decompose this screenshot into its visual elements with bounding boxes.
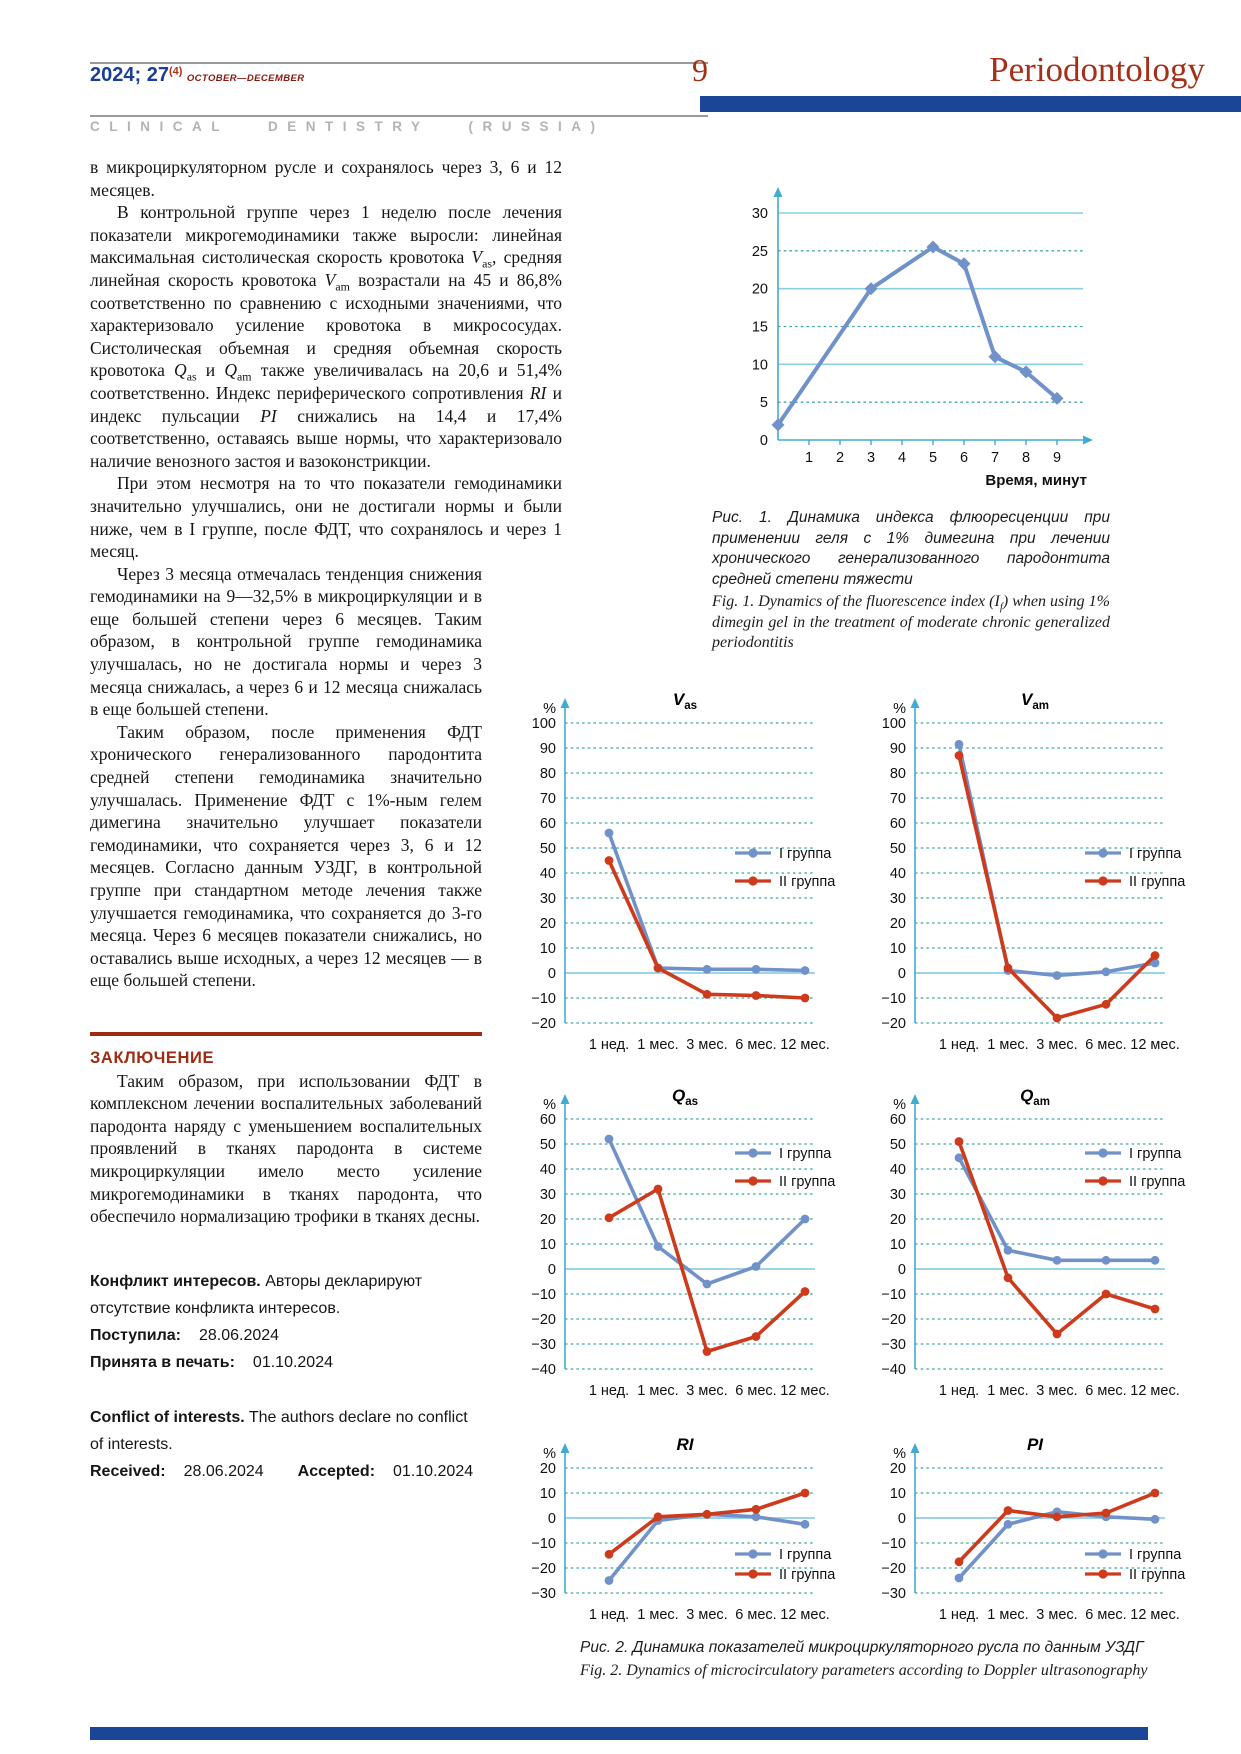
svg-text:60: 60 <box>889 816 906 832</box>
svg-text:1 нед.: 1 нед. <box>938 1037 980 1053</box>
chart-qam <box>845 1081 1205 1416</box>
svg-text:12 мес.: 12 мес. <box>780 1607 830 1623</box>
svg-text:−10: −10 <box>881 991 906 1007</box>
svg-text:−30: −30 <box>881 1337 906 1353</box>
svg-text:12 мес.: 12 мес. <box>780 1383 830 1399</box>
article-text <box>90 156 562 1485</box>
svg-text:30: 30 <box>539 891 556 907</box>
svg-text:Vas: $V_{as}$ <box>672 690 698 712</box>
svg-text:12 мес.: 12 мес. <box>1130 1383 1180 1399</box>
svg-text:0: 0 <box>547 1262 556 1278</box>
svg-text:70: 70 <box>539 791 556 807</box>
figure1-caption-ru: Рис. 1. Динамика индекса флюоресценции при применении геля с 1% димегина при лечении хронического генерализованного пародонтита средней степени тяжести <box>712 509 1110 588</box>
svg-text:1 нед.: 1 нед. <box>588 1607 630 1623</box>
svg-text:Qam: $Q_{am}$ <box>1020 1086 1050 1108</box>
svg-text:−30: −30 <box>531 1586 556 1602</box>
svg-text:−40: −40 <box>531 1362 556 1378</box>
svg-text:0: 0 <box>897 1262 906 1278</box>
svg-text:%: % <box>543 1097 556 1113</box>
figure1-caption <box>712 508 1110 654</box>
svg-text:50: 50 <box>889 1137 906 1153</box>
conflict-text-en: The authors declare no conflict of interests. <box>90 1408 468 1453</box>
conflict-label-en: Conflict of interests. <box>90 1408 245 1426</box>
issue-number: (4) <box>168 65 183 78</box>
svg-text:90: 90 <box>889 741 906 757</box>
paragraph: При этом несмотря на то что показатели гемодинамики значительно улучшались, они не достигали нормы и были ниже, чем в I группе, после ФДТ, что сохранялось и через 1 месяц. <box>90 473 562 562</box>
svg-text:−20: −20 <box>881 1561 906 1577</box>
svg-text:3 мес.: 3 мес. <box>686 1383 728 1399</box>
svg-text:30: 30 <box>751 206 768 222</box>
svg-text:5: 5 <box>928 450 938 466</box>
svg-text:3 мес.: 3 мес. <box>1036 1607 1078 1623</box>
svg-text:20: 20 <box>539 916 556 932</box>
svg-text:15: 15 <box>751 319 768 336</box>
svg-text:1 мес.: 1 мес. <box>637 1037 679 1053</box>
conclusion-rule <box>90 1032 482 1036</box>
chart-vam <box>845 685 1205 1070</box>
svg-text:−10: −10 <box>531 1287 556 1303</box>
svg-text:8: 8 <box>1021 450 1031 466</box>
svg-text:%: % <box>893 1446 906 1462</box>
svg-text:30: 30 <box>889 1187 906 1203</box>
svg-text:3: 3 <box>866 450 876 466</box>
svg-text:40: 40 <box>889 1162 906 1178</box>
svg-text:3 мес.: 3 мес. <box>686 1037 728 1053</box>
conflict-label-ru: Конфликт интересов. <box>90 1272 261 1290</box>
svg-text:5: 5 <box>759 395 768 412</box>
svg-text:1 нед.: 1 нед. <box>938 1607 980 1623</box>
page-number: 9 <box>692 52 708 88</box>
accepted-date-ru <box>90 1349 482 1376</box>
paragraph: Через 3 месяца отмечалась тенденция снижения гемодинамики на 9—32,5% в микроциркуляции и в еще большей степени через 6 месяцев. Таким образом, в контрольной группе гемодинамика улучшалась, но не достигала нормы и через 3 месяца снижалась, а через 6 и 12 месяца снижалась в еще большей степени. <box>90 563 482 720</box>
svg-text:0: 0 <box>547 1511 556 1527</box>
svg-text:10: 10 <box>889 941 906 957</box>
issue-months: OCTOBER—DECEMBER <box>186 73 305 84</box>
svg-text:II группа: II группа <box>1129 874 1186 890</box>
svg-text:6: 6 <box>959 450 969 466</box>
conflict-of-interest-en <box>90 1404 482 1458</box>
svg-text:0: 0 <box>547 966 556 982</box>
svg-text:40: 40 <box>539 1162 556 1178</box>
svg-text:I группа: I группа <box>779 1146 832 1162</box>
svg-text:−10: −10 <box>881 1536 906 1552</box>
svg-text:90: 90 <box>539 741 556 757</box>
svg-text:60: 60 <box>539 1112 556 1128</box>
svg-text:I группа: I группа <box>1129 1547 1182 1563</box>
svg-text:−30: −30 <box>531 1337 556 1353</box>
svg-text:7: 7 <box>990 450 1000 466</box>
svg-text:20: 20 <box>751 281 768 298</box>
conflict-text-ru: Авторы декларируют отсутствие конфликта интересов. <box>90 1272 423 1317</box>
received-value-ru: 28.06.2024 <box>198 1326 280 1344</box>
svg-text:12 мес.: 12 мес. <box>1130 1037 1180 1053</box>
chart-qas <box>495 1081 855 1416</box>
issue-info <box>90 64 304 87</box>
svg-text:6 мес.: 6 мес. <box>1085 1607 1127 1623</box>
svg-text:9: 9 <box>1052 450 1062 466</box>
meta-russian <box>90 1268 482 1376</box>
figure2-caption-ru: Рис. 2. Динамика показателей микроциркуляторного русла по данным УЗДГ <box>580 1639 1144 1656</box>
svg-text:30: 30 <box>539 1187 556 1203</box>
svg-text:80: 80 <box>889 766 906 782</box>
svg-text:−20: −20 <box>881 1016 906 1032</box>
svg-text:−10: −10 <box>881 1287 906 1303</box>
svg-text:20: 20 <box>889 1212 906 1228</box>
svg-text:4: 4 <box>897 450 907 466</box>
svg-text:20: 20 <box>889 1461 906 1477</box>
received-label-ru: Поступила: <box>90 1326 181 1344</box>
svg-text:−20: −20 <box>531 1312 556 1328</box>
svg-text:6 мес.: 6 мес. <box>735 1037 777 1053</box>
svg-text:1 мес.: 1 мес. <box>987 1383 1029 1399</box>
figure1-caption-en: Fig. 1. Dynamics of the fluorescence index $(I_f)$ when using 1% dimegin gel in the treatment of moderate chronic generalized periodontitis <box>712 593 1110 651</box>
issue-volume: 2024; 27 <box>90 64 169 86</box>
svg-text:−10: −10 <box>531 1536 556 1552</box>
conflict-of-interest-ru <box>90 1268 482 1322</box>
svg-text:−40: −40 <box>881 1362 906 1378</box>
svg-text:−20: −20 <box>881 1312 906 1328</box>
svg-text:1 мес.: 1 мес. <box>987 1037 1029 1053</box>
svg-text:I группа: I группа <box>779 846 832 862</box>
svg-text:0: 0 <box>759 433 768 449</box>
received-value-en: 28.06.2024 <box>183 1462 264 1480</box>
svg-text:30: 30 <box>889 891 906 907</box>
svg-text:PI: PI <box>1026 1435 1044 1454</box>
svg-text:3 мес.: 3 мес. <box>1036 1383 1078 1399</box>
svg-text:0: 0 <box>897 966 906 982</box>
svg-text:70: 70 <box>889 791 906 807</box>
svg-text:100: 100 <box>881 716 906 732</box>
svg-text:1 нед.: 1 нед. <box>938 1383 980 1399</box>
svg-text:10: 10 <box>539 941 556 957</box>
svg-text:20: 20 <box>539 1212 556 1228</box>
paragraph: В контрольной группе через 1 неделю после лечения показатели микрогемодинамики также выросли: линейная максимальная систолическая скорость кровотока $V_{as}$, средняя линейная скорость кровотока $V_{am}$ возрастали на 45 и 86,8% соответственно по сравнению с исходными значениями, что характеризовало усиление кровотока в микрососудах. Систолическая объемная и средняя объемная скорость кровотока $Q_{as}$ и $Q_{am}$ также увеличивалась на 20,6 и 51,4% соответственно. Индекс периферического сопротивления RI и индекс пульсации PI снижались на 14,4 и 17,4% соответственно, оставаясь выше нормы, что характеризовало наличие венозного застоя и вазоконстрикции. <box>90 202 563 471</box>
svg-text:1 нед.: 1 нед. <box>588 1383 630 1399</box>
svg-text:20: 20 <box>889 916 906 932</box>
svg-text:10: 10 <box>539 1486 556 1502</box>
svg-text:1: 1 <box>804 450 814 466</box>
svg-text:Vam: $V_{am}$ <box>1021 690 1049 712</box>
svg-text:I группа: I группа <box>779 1547 832 1563</box>
accepted-value-ru: 01.10.2024 <box>252 1353 333 1371</box>
svg-text:RI: RI <box>676 1435 694 1454</box>
svg-text:I группа: I группа <box>1129 846 1182 862</box>
svg-text:−20: −20 <box>531 1016 556 1032</box>
paragraph: в микроциркуляторном русле и сохранялось через 3, 6 и 12 месяцев. <box>90 157 562 200</box>
svg-text:3 мес.: 3 мес. <box>1036 1037 1078 1053</box>
received-accepted-en <box>90 1458 482 1485</box>
accepted-value-en: 01.10.2024 <box>393 1462 474 1480</box>
svg-text:6 мес.: 6 мес. <box>1085 1037 1127 1053</box>
chart-pi <box>845 1430 1205 1640</box>
svg-text:100: 100 <box>531 716 556 732</box>
chart-ri <box>495 1430 855 1640</box>
svg-text:6 мес.: 6 мес. <box>735 1383 777 1399</box>
chart-vas <box>495 685 855 1070</box>
conclusion-heading: ЗАКЛЮЧЕНИЕ <box>90 1048 215 1067</box>
svg-text:II группа: II группа <box>1129 1567 1186 1583</box>
svg-text:40: 40 <box>539 866 556 882</box>
svg-text:1 мес.: 1 мес. <box>987 1607 1029 1623</box>
svg-text:II группа: II группа <box>779 874 836 890</box>
svg-text:−10: −10 <box>531 991 556 1007</box>
chart-fluorescence-index <box>735 165 1115 495</box>
svg-text:40: 40 <box>889 866 906 882</box>
svg-text:Время, минут: Время, минут <box>985 472 1087 489</box>
svg-text:1 мес.: 1 мес. <box>637 1607 679 1623</box>
figure2-caption-en: Fig. 2. Dynamics of microcirculatory parameters according to Doppler ultrasonography <box>580 1661 1148 1679</box>
svg-text:12 мес.: 12 мес. <box>780 1037 830 1053</box>
svg-text:%: % <box>893 701 906 717</box>
svg-text:1 нед.: 1 нед. <box>588 1037 630 1053</box>
figure2-caption <box>580 1638 1152 1681</box>
conclusion-paragraph: Таким образом, при использовании ФДТ в комплексном лечении воспалительных заболеваний пародонта наряду с уменьшением воспалительных проявлений в тканях пародонта в системе микроциркуляции имело место усиление микрогемодинамики в тканях пародонта, что обеспечило нормализацию трофики в тканях десны. <box>90 1070 482 1227</box>
svg-text:10: 10 <box>539 1237 556 1253</box>
svg-text:Qas: $Q_{as}$ <box>671 1086 699 1108</box>
svg-text:−20: −20 <box>531 1561 556 1577</box>
svg-text:60: 60 <box>539 816 556 832</box>
svg-text:6 мес.: 6 мес. <box>1085 1383 1127 1399</box>
svg-text:2: 2 <box>835 450 845 466</box>
header-bottom-rule <box>90 115 708 117</box>
section-title: Periodontology <box>989 50 1205 89</box>
svg-text:10: 10 <box>889 1486 906 1502</box>
svg-text:I группа: I группа <box>1129 1146 1182 1162</box>
received-date-ru <box>90 1322 482 1349</box>
svg-text:25: 25 <box>751 243 768 260</box>
journal-name: CLINICAL DENTISTRY (RUSSIA) <box>90 119 605 134</box>
svg-text:1 мес.: 1 мес. <box>637 1383 679 1399</box>
svg-text:%: % <box>543 701 556 717</box>
svg-text:10: 10 <box>751 357 768 374</box>
svg-text:50: 50 <box>539 1137 556 1153</box>
svg-text:20: 20 <box>539 1461 556 1477</box>
svg-text:10: 10 <box>889 1237 906 1253</box>
svg-text:60: 60 <box>889 1112 906 1128</box>
received-label-en: Received: <box>90 1462 166 1480</box>
accepted-label-ru: Принята в печать: <box>90 1353 235 1371</box>
svg-text:II группа: II группа <box>1129 1174 1186 1190</box>
svg-text:−30: −30 <box>881 1586 906 1602</box>
svg-text:50: 50 <box>889 841 906 857</box>
paragraph: Таким образом, после применения ФДТ хронического генерализованного пародонтита средней степени гемодинамика значительно улучшалась. Применение ФДТ с 1%-ным гелем димегина значительно улучшает показатели гемодинамики, что сохраняется через 3, 6 и 12 месяцев. Согласно данным УЗДГ, в контрольной группе при стандартном методе лечения также улучшается гемодинамика, что сохраняется до 3-го месяца. Через 6 месяцев показатели снижались, но оставались выше исходных, а через 12 месяцев — в еще большей степени. <box>90 721 482 991</box>
meta-english <box>90 1404 482 1485</box>
svg-text:%: % <box>893 1097 906 1113</box>
page-footer-bar <box>90 1727 1148 1740</box>
svg-text:3 мес.: 3 мес. <box>686 1607 728 1623</box>
svg-text:%: % <box>543 1446 556 1462</box>
svg-text:II группа: II группа <box>779 1567 836 1583</box>
svg-text:12 мес.: 12 мес. <box>1130 1607 1180 1623</box>
accepted-label-en: Accepted: <box>297 1462 376 1480</box>
svg-text:0: 0 <box>897 1511 906 1527</box>
svg-text:6 мес.: 6 мес. <box>735 1607 777 1623</box>
svg-text:50: 50 <box>539 841 556 857</box>
svg-text:II группа: II группа <box>779 1174 836 1190</box>
svg-text:80: 80 <box>539 766 556 782</box>
section-title-bar <box>700 96 1241 112</box>
